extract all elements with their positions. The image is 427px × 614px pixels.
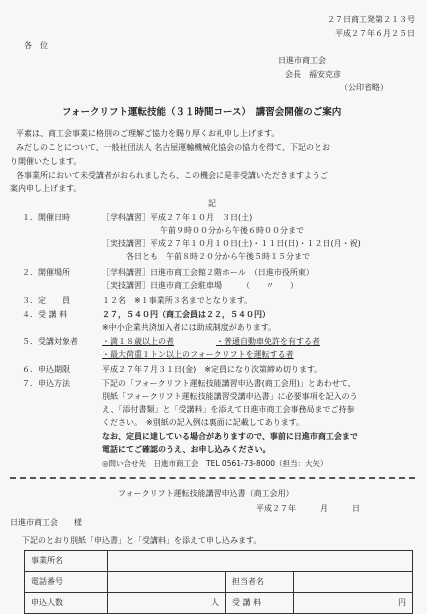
application-form-table [24,550,413,614]
item-label: ７．申込方法 [22,379,70,388]
item-value: ［実技講習］日進市商工会駐車場 （ 〃 ） [102,281,298,290]
item-value: ［学科講習］日進市商工会館２階ホール （日進市役所東） [102,268,314,277]
page-title: フォークリフト運転技能（３１時間コース） 講習会開催のご案内 [62,107,342,118]
intro-line: 案内申し上げます。 [10,184,82,193]
sender-org: 日進市商工会 [278,56,326,65]
fee-unit: 円 [398,598,406,607]
phone-field[interactable] [108,572,226,593]
intro-line: り開催いたします。 [10,157,82,166]
applicants-unit: 人 [211,598,219,607]
item-label: １．開催日時 [22,213,70,222]
person-label: 担当者名 [226,572,294,593]
item-label: ３．定 員 [22,296,70,305]
ki-mark: 記 [208,199,216,208]
business-name-label: 事業所名 [25,551,108,572]
fee-field[interactable] [294,593,413,614]
form-recipient: 日進市商工会 様 [10,518,82,527]
item-value: 電話にてご確認のうえ、お申し込みください。 [102,445,271,454]
item-label: ５．受講対象者 [22,337,78,346]
item-value: え、「添付書類」と「受講料」を添えて日進市商工会事務局までご持参 [102,405,355,414]
contact-info: ◎問い合せ先 日進市商工会 TEL 0561-73-8000（担当：大矢） [102,459,328,468]
form-note: 下記のとおり別紙「申込書」と「受講料」を添えて申し込みます。 [22,536,262,545]
item-value: ［実技講習］平成２７年１０月１０日(土)・１１日(日)・１２日(月・祝) [102,239,361,248]
item-value: ・最大荷重１トン以上のフォークリフトを運転する者 [102,350,294,359]
item-label: ６．申込期限 [22,365,70,374]
form-title: フォークリフト運転技能講習申込書（商工会用） [118,489,294,498]
recipient: 各 位 [24,41,48,50]
item-value: 平成２７年７月３１日(金) ※定員になり次第締め切ります。 [102,365,323,374]
item-value: 別紙「フォークリフト運転技能講習受講申込書」に必要事項を記入のう [102,392,358,401]
item-value: ２７，５４０円（商工会員は２２，５４０円） [102,310,270,319]
item-value: 下記の「フォークリフト運転技能講習申込書(商工会用)」とあわせて、 [102,379,356,388]
phone-label: 電話番号 [25,572,108,593]
form-date: 平成２７年 月 日 [256,504,360,513]
sender-name: 会長 福安克彦 [285,70,341,79]
business-name-field[interactable] [108,551,413,572]
item-value: 午前９時００分から午後６時００分まで [160,226,304,235]
fee-label: 受 講 料 [226,593,294,614]
intro-line: 各事業所において未受講者がおられましたら、この機会に是非受講いただきますようご [16,171,328,180]
item-value: ※中小企業共済加入者には助成制度があります。 [102,323,277,332]
applicants-field[interactable] [108,593,226,614]
document-number: ２７日商工発第２１３号 [327,15,415,24]
applicants-label: 申込人数 [25,593,108,614]
item-label: ２．開催場所 [22,268,70,277]
intro-line: みだしのことについて、一般社団法人 名古屋運輸機械化協会の協力を得て、下記のとお [16,143,331,152]
item-value: １２名 ※１事業所３名までとなります。 [102,296,253,305]
item-value: なお、定員に達している場合がありますので、事前に日進市商工会まで [102,432,358,441]
item-label: ４．受 講 料 [22,310,68,319]
item-value: ・満１８歳以上の者 [102,337,174,346]
intro-line: 平素は、商工会事業に格別のご理解ご協力を賜り厚くお礼申し上げます。 [16,129,280,138]
item-value: ［学科講習］平成２７年１０月 ３日(土) [102,213,253,222]
cut-line [10,477,415,479]
document-date: 平成２７年６月２５日 [335,29,415,38]
seal-note: （公印省略） [340,83,388,92]
item-value: ・普通自動車免許を有する者 [216,337,320,346]
person-field[interactable] [294,572,413,593]
item-value: 各日とも 午前８時２０分から午後５時１５分まで [126,252,310,261]
item-value: ください。 ※別紙の記入例は裏面に記載してあります。 [102,418,305,427]
